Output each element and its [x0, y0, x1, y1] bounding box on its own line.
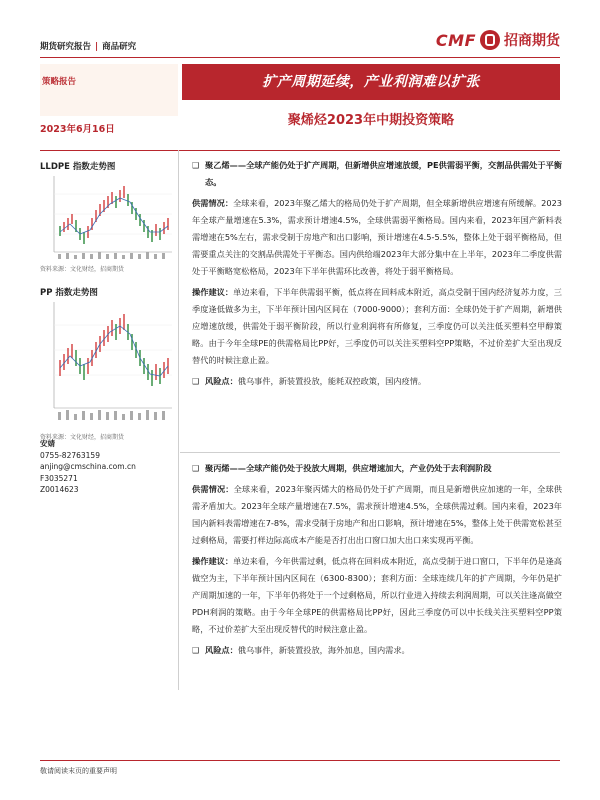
pp-risk: [192, 642, 562, 659]
banner-title: 扩产周期延续，产业利润难以扩张: [182, 64, 560, 100]
pp-supply: [192, 481, 562, 549]
analyst-license1: F3035271: [40, 473, 78, 483]
pe-op-text: 单边来看，下半年供需弱平衡，低点将在回料成本附近，高点受制于国内经济复苏力度，三季度逢低做多为主，下半年预计国内区间在（7000-9000）；套利方面：全球仍处于扩产周期，新增供应增速放缓，供需处于弱平衡阶段，所以行业利润将有所修复，三季度仍可以关注低买塑料空甲醇策略。由于今年全球PE的供需格局比PP好，三季度仍可以关注买塑料空PP策略，不过价差扩大至出现反替代的时候注意止盈。: [192, 287, 562, 365]
brand-mark-icon: [480, 30, 500, 50]
pe-risk-label: 风险点：: [205, 376, 238, 386]
pp-supply-text: 全球来看，2023年聚丙烯大的格局仍处于扩产周期，而且是新增供应加速的一年，全球供需矛盾加大。2023年全球产量增速在7.5%，需求预计增速4.5%，全球供需过剩。国内来看，2023年国内新料表需增速在7-8%，需求受制于房地产和出口影响，预计增速在5%，整体上处于供需宽松甚至过剩格局，需要打样边际高成本产能是否打出出口窗口加大出口来实现再平衡。: [192, 484, 562, 545]
pp-price-chart: [40, 300, 174, 428]
chart2-title: PP 指数走势图: [40, 288, 98, 298]
report-date: 2023年6月16日: [40, 124, 115, 135]
pp-operation: [192, 553, 562, 638]
analyst-name: 安婧: [40, 439, 55, 448]
pe-headline: ❑ 聚乙烯——全球产能仍处于扩产周期，但新增供应增速放缓，PE供需弱平衡，交割品供需处于平衡态。: [192, 157, 562, 191]
pe-risk: [192, 373, 562, 390]
footer-rule: [40, 760, 560, 761]
pe-supply-label: 供需情况：: [192, 198, 234, 208]
pe-operation: [192, 284, 562, 369]
header-rule: [40, 57, 560, 58]
chart1-source: 资料来源：文化财经，招商期货: [40, 266, 125, 273]
section-rule: [40, 150, 560, 151]
pe-supply-text: 全球来看，2023年聚乙烯大的格局仍处于扩产周期，但全球新增供应增速有所缓解。2023年全球产量增速在5.3%，需求预计增速4.5%，全球供需弱平衡格局。国内来看，2023年国产新料表需增速在5%左右，需求受制于房地产和出口影响，预计增速在4.5-5.5%，整体上处于弱平衡格局，但需要重点关注的交割品供需处于平衡态。国内供给端2023年大部分集中在上半年，2023年二季度供需处于平衡略宽松格局，2023年下半年供需环比改善，将处于弱平衡格局。: [192, 198, 562, 276]
footer-disclaimer: 敬请阅读末页的重要声明: [40, 767, 117, 775]
chart2-source: 资料来源：文化财经，招商期货: [40, 434, 125, 441]
column-divider: [178, 150, 179, 690]
pp-risk-text: 俄乌事件，新装置投放，海外加息，国内需求。: [237, 645, 410, 655]
report-type: 策略报告: [42, 77, 77, 87]
analyst-phone: 0755-82763159: [40, 450, 100, 460]
pe-risk-text: 俄乌事件，新装置投放，能耗双控政策，国内疫情。: [237, 376, 427, 386]
report-title: 聚烯烃2023年中期投资策略: [287, 113, 455, 128]
section-divider: [180, 452, 560, 453]
brand-en: CMF: [435, 30, 476, 50]
analyst-license2: Z0014623: [40, 485, 79, 494]
lldpe-price-chart: [40, 174, 174, 260]
pp-section: [192, 460, 562, 659]
pp-supply-label: 供需情况：: [192, 484, 234, 494]
pp-headline: ❑ 聚丙烯——全球产能仍处于投放大周期，供应增速加大，产业仍处于去利润阶段: [192, 460, 562, 477]
category-right: 商品研究: [102, 42, 137, 52]
analyst-email: anjing@cmschina.com.cn: [40, 462, 136, 471]
pe-section: [192, 157, 562, 390]
brand-logo: [436, 30, 560, 50]
brand-cn: 招商期货: [504, 33, 560, 49]
chart1-title: LLDPE 指数走势图: [40, 162, 116, 172]
pe-op-label: 操作建议：: [192, 287, 234, 297]
pp-op-text: 单边来看，今年供需过剩，低点将在回料成本附近，高点受制于进口窗口，下半年仍是逢高做空为主，下半年预计国内区间在（6300-8300）；套利方面：全球连续几年的扩产周期，今年仍是扩产周期加速的一年，下半年仍将处于一个过剩格局，所以行业进入持续去利润周期，可以关注逢高做空PDH利润的策略。由于今年全球PE的供需格局比PP好，因此三季度仍可以中长线关注买塑料空PP策略，不过价差扩大至出现反替代的时候注意止盈。: [192, 556, 562, 634]
category-left: 期货研究报告: [40, 42, 92, 52]
header-separator: |: [95, 42, 99, 52]
analyst-contact: [40, 438, 136, 496]
pp-risk-label: 风险点：: [205, 645, 238, 655]
pp-op-label: 操作建议：: [192, 556, 234, 566]
report-type-box: [40, 64, 178, 116]
header-category: [40, 40, 136, 52]
pe-supply: [192, 195, 562, 280]
